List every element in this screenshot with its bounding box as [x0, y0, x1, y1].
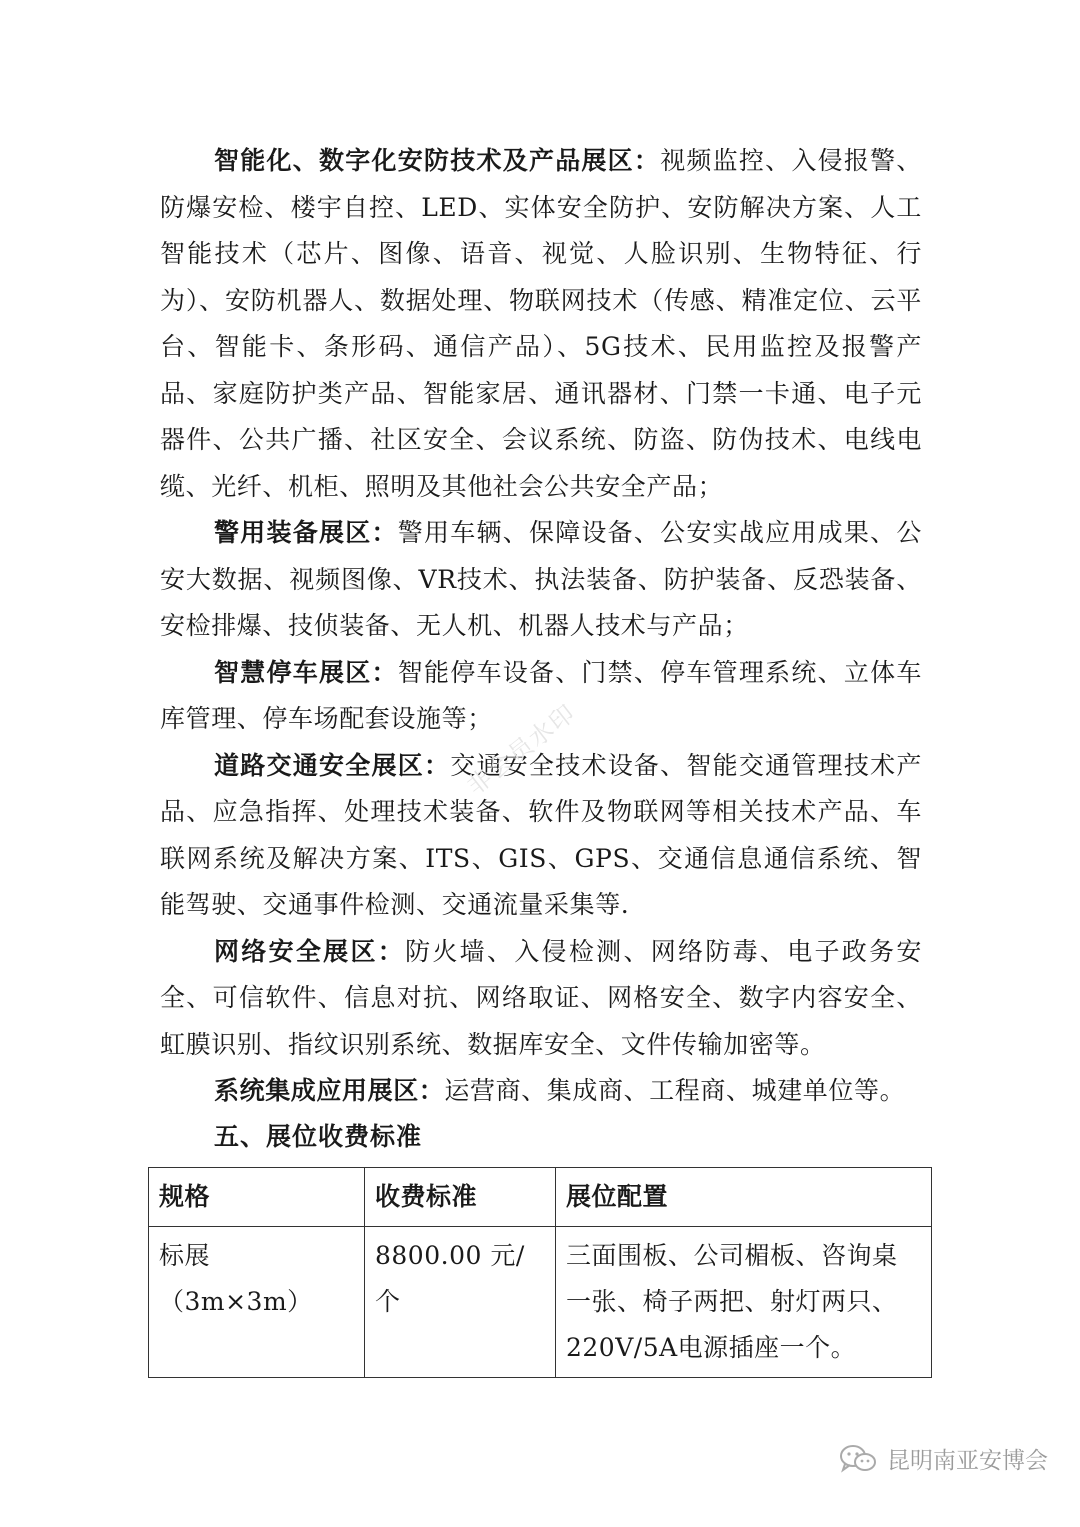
zone-heading: 智慧停车展区：: [214, 657, 398, 687]
config-cell: 三面围板、公司楣板、咨询桌一张、椅子两把、射灯两只、220V/5A电源插座一个。: [556, 1227, 932, 1378]
watermark: 非会员水印: [461, 698, 582, 801]
zone-paragraph: [160, 743, 922, 929]
spec-cell: [149, 1227, 365, 1378]
footer: [839, 1442, 1048, 1475]
spec-label: 标展: [159, 1241, 211, 1270]
zone-text: 交通安全技术设备、智能交通管理技术产品、应急指挥、处理技术装备、软件及物联网等相关技术产品、车联网系统及解决方案、ITS、GIS、GPS、交通信息通信系统、智能驾驶、交通事件检测、交通流量采集等.: [160, 750, 922, 919]
footer-account: 昆明南亚安博会: [887, 1448, 1048, 1474]
zone-paragraph: [160, 929, 922, 1069]
table-header: 规格: [149, 1168, 365, 1227]
zone-heading: 智能化、数字化安防技术及产品展区：: [214, 146, 661, 175]
zone-text: 智能停车设备、门禁、停车管理系统、立体车库管理、停车场配套设施等；: [160, 657, 922, 733]
price-cell: 8800.00 元/个: [365, 1227, 556, 1378]
zone-text: 防火墙、入侵检测、网络防毒、电子政务安全、可信软件、信息对抗、网络取证、网格安全、数字内容安全、虹膜识别、指纹识别系统、数据库安全、文件传输加密等。: [160, 936, 923, 1059]
table-row: [149, 1227, 932, 1378]
zone-heading: 系统集成应用展区：: [214, 1076, 445, 1105]
table-header: 收费标准: [365, 1168, 556, 1227]
section-title: 五、展位收费标准: [214, 1121, 423, 1151]
zone-heading: 道路交通安全展区：: [214, 750, 451, 780]
spec-size: （3m×3m）: [159, 1287, 313, 1316]
zone-text: 视频监控、入侵报警、防爆安检、楼宇自控、LED、实体安全防护、安防解决方案、人工智能技术（芯片、图像、语音、视觉、人脸识别、生物特征、行为）、安防机器人、数据处理、物联网技术（传感、精准定位、云平台、智能卡、条形码、通信产品）、5G技术、民用监控及报警产品、家庭防护类产品、智能家居、通讯器材、门禁一卡通、电子元器件、公共广播、社区安全、会议系统、防盗、防伪技术、电线电缆、光纤、机柜、照明及其他社会公共安全产品；: [160, 146, 922, 501]
zone-heading: 网络安全展区：: [214, 936, 406, 966]
zone-paragraph: [160, 1068, 922, 1115]
zone-paragraph: [160, 510, 922, 650]
table-header-row: [149, 1168, 932, 1227]
wechat-icon: [839, 1444, 877, 1474]
document-body: [160, 138, 922, 1159]
zone-text: 警用车辆、保障设备、公安实战应用成果、公安大数据、视频图像、VR技术、执法装备、防护装备、反恐装备、安检排爆、技侦装备、无人机、机器人技术与产品；: [160, 518, 922, 640]
zone-heading: 警用装备展区：: [214, 518, 398, 547]
zone-text: 运营商、集成商、工程商、城建单位等。: [444, 1076, 906, 1105]
fee-table: [148, 1167, 932, 1378]
zone-paragraph: [160, 138, 922, 510]
table-header: 展位配置: [556, 1168, 932, 1227]
